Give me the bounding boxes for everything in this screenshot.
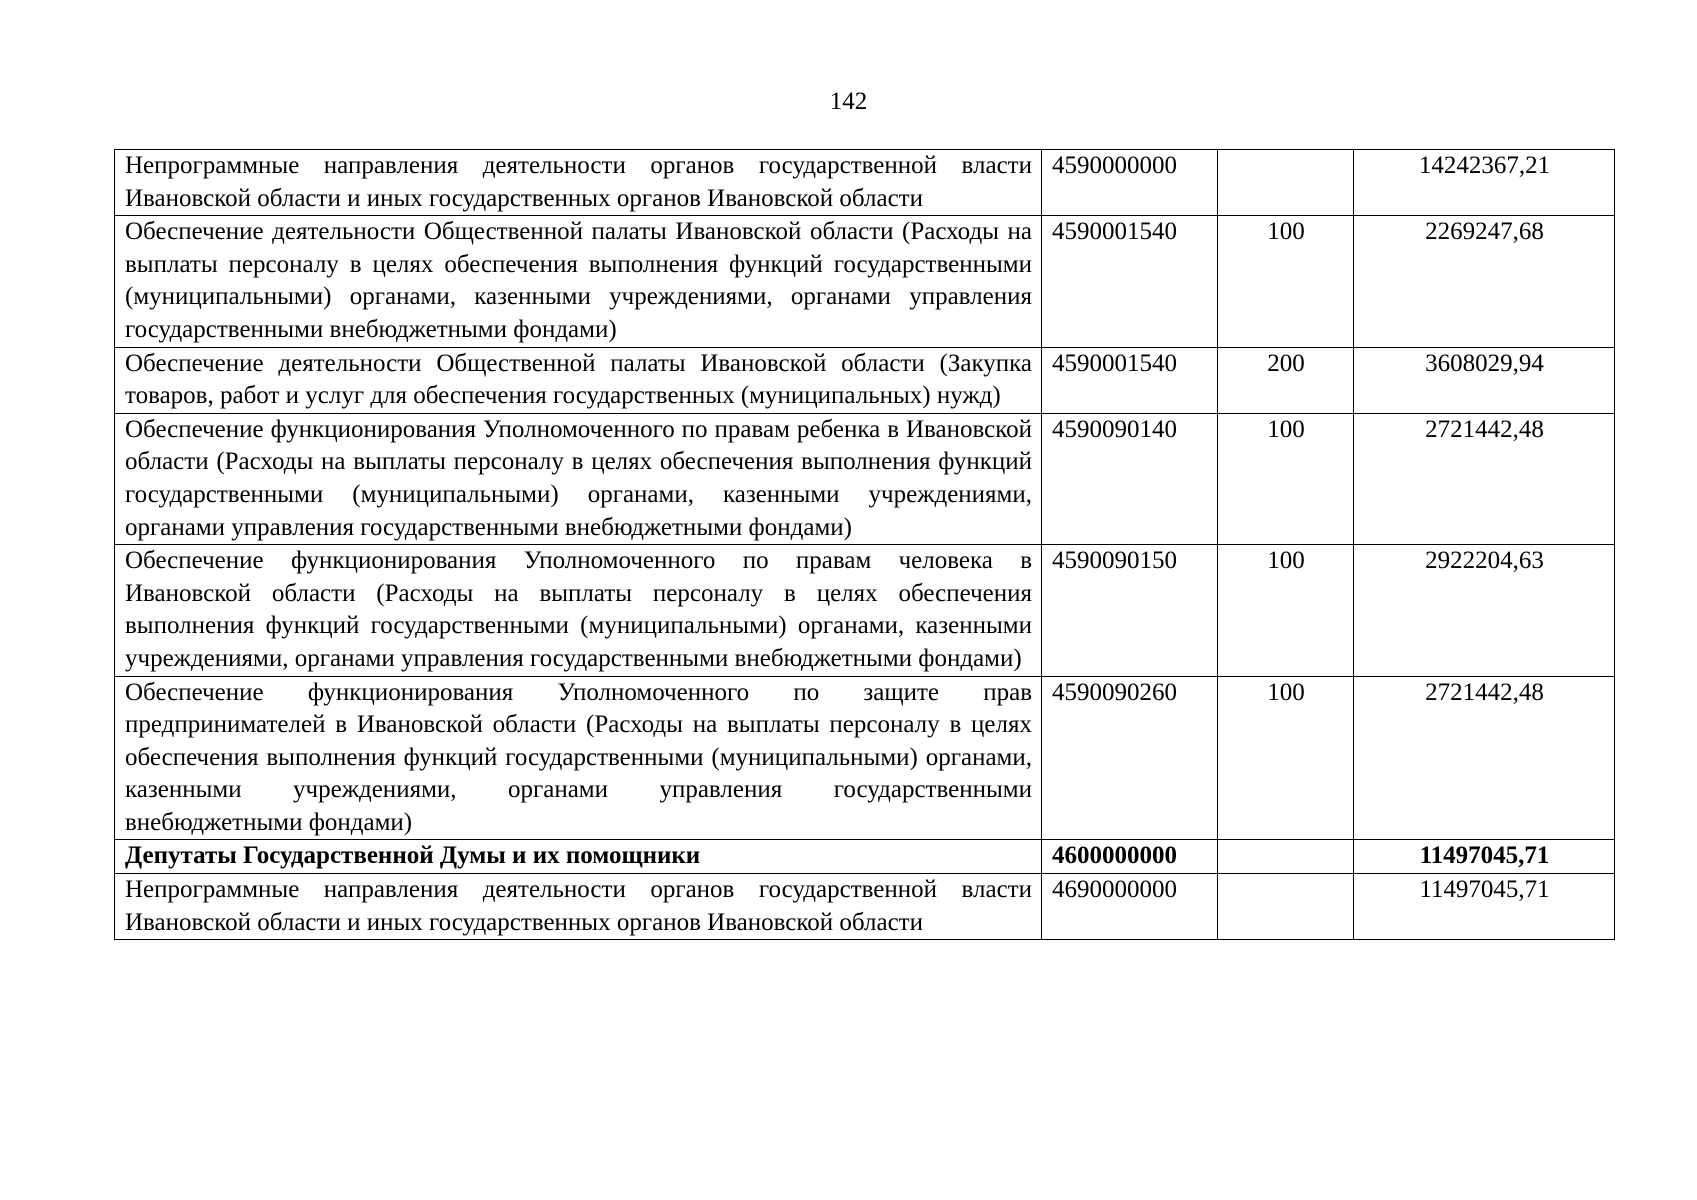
row-code-cell: 4590090150 <box>1042 545 1218 676</box>
row-code-cell: 4590001540 <box>1042 347 1218 413</box>
row-name-cell: Непрограммные направления деятельности органов государственной власти Ивановской области и иных государственных органов Ивановской области <box>115 874 1042 940</box>
row-code-cell: 4590090260 <box>1042 676 1218 840</box>
row-sum-cell: 2721442,48 <box>1354 413 1615 544</box>
table-row <box>115 150 1615 216</box>
row-code-cell: 4600000000 <box>1042 840 1218 874</box>
table-row <box>115 545 1615 676</box>
row-sum-cell: 2922204,63 <box>1354 545 1615 676</box>
row-sum-cell: 2721442,48 <box>1354 676 1615 840</box>
table-row <box>115 874 1615 940</box>
row-type-cell <box>1218 150 1354 216</box>
row-type-cell: 100 <box>1218 216 1354 347</box>
row-type-cell: 200 <box>1218 347 1354 413</box>
table-row <box>115 413 1615 544</box>
table-row <box>115 676 1615 840</box>
page-number: 142 <box>829 88 868 115</box>
row-sum-cell: 11497045,71 <box>1354 840 1615 874</box>
row-name-cell: Обеспечение деятельности Общественной палаты Ивановской области (Закупка товаров, работ и услуг для обеспечения государственных (муниципальных) нужд) <box>115 347 1042 413</box>
row-type-cell: 100 <box>1218 545 1354 676</box>
row-name-cell: Обеспечение функционирования Уполномоченного по правам человека в Ивановской области (Расходы на выплаты персоналу в целях обеспечения выполнения функций государственными (муниципальными) органами, казенными учреждениями, органами управления государственными внебюджетными фондами) <box>115 545 1042 676</box>
row-code-cell: 4590000000 <box>1042 150 1218 216</box>
row-name-cell: Депутаты Государственной Думы и их помощники <box>115 840 1042 874</box>
row-name-cell: Непрограммные направления деятельности органов государственной власти Ивановской области и иных государственных органов Ивановской области <box>115 150 1042 216</box>
row-code-cell: 4690000000 <box>1042 874 1218 940</box>
row-name-cell: Обеспечение функционирования Уполномоченного по правам ребенка в Ивановской области (Расходы на выплаты персоналу в целях обеспечения выполнения функций государственными (муниципальными) органами, казенными учреждениями, органами управления государственными внебюджетными фондами) <box>115 413 1042 544</box>
row-sum-cell: 2269247,68 <box>1354 216 1615 347</box>
row-name-cell: Обеспечение функционирования Уполномоченного по защите прав предпринимателей в Ивановской области (Расходы на выплаты персоналу в целях обеспечения выполнения функций государственными (муниципальными) органами, казенными учреждениями, органами управления государственными внебюджетными фондами) <box>115 676 1042 840</box>
budget-table <box>114 149 1615 940</box>
row-sum-cell: 14242367,21 <box>1354 150 1615 216</box>
row-type-cell: 100 <box>1218 413 1354 544</box>
row-type-cell: 100 <box>1218 676 1354 840</box>
table-row <box>115 347 1615 413</box>
row-sum-cell: 3608029,94 <box>1354 347 1615 413</box>
row-type-cell <box>1218 840 1354 874</box>
table-row <box>115 216 1615 347</box>
row-code-cell: 4590090140 <box>1042 413 1218 544</box>
row-type-cell <box>1218 874 1354 940</box>
row-name-cell: Обеспечение деятельности Общественной палаты Ивановской области (Расходы на выплаты персоналу в целях обеспечения выполнения функций государственными (муниципальными) органами, казенными учреждениями, органами управления государственными внебюджетными фондами) <box>115 216 1042 347</box>
row-code-cell: 4590001540 <box>1042 216 1218 347</box>
row-sum-cell: 11497045,71 <box>1354 874 1615 940</box>
table-row-section-total <box>115 840 1615 874</box>
